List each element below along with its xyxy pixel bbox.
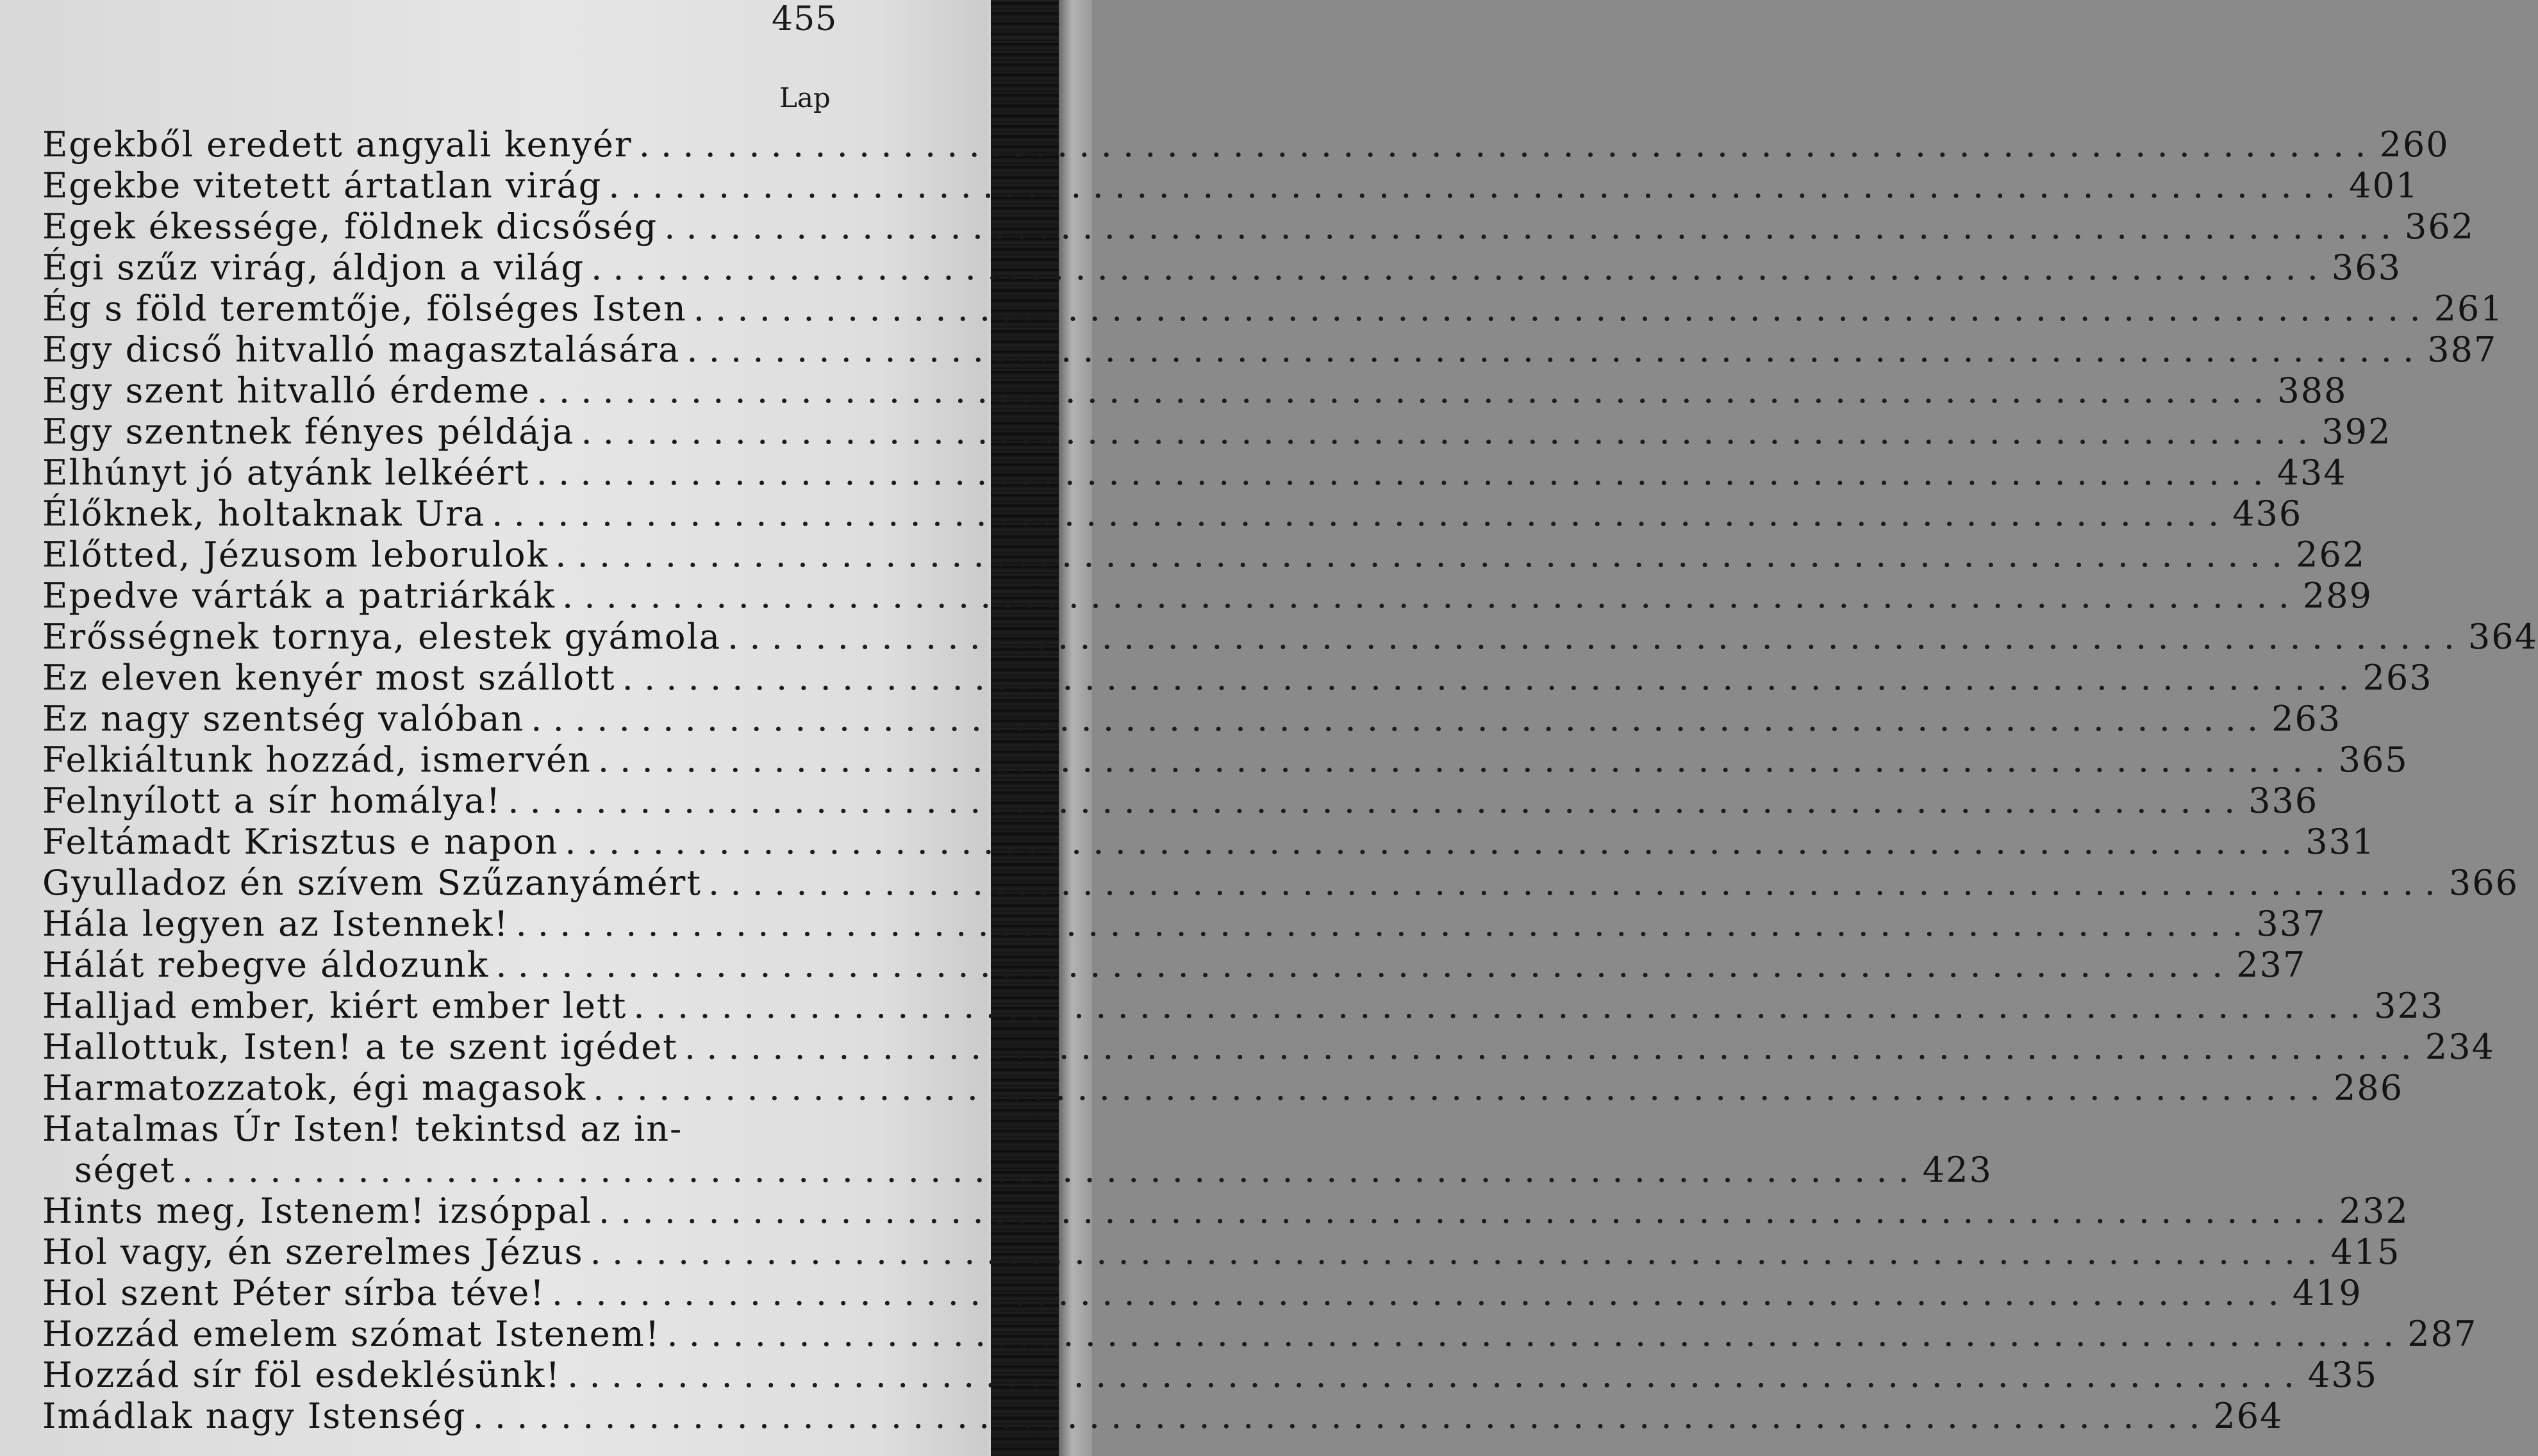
index-entry (42, 781, 2319, 822)
entry-page: 388 (2277, 370, 2348, 411)
entry-title: Élőknek, holtaknak Ura (42, 493, 486, 534)
index-entry (42, 1273, 2362, 1314)
index-entry (42, 1314, 2478, 1355)
index-entry (42, 1191, 2409, 1232)
index-entry (42, 904, 2326, 945)
entry-title: Gyulladoz én szívem Szűzanyámért (42, 863, 702, 903)
dot-leader (599, 1191, 2326, 1232)
entry-page: 364 (2468, 616, 2538, 657)
entry-page: 336 (2248, 781, 2319, 821)
index-entry (42, 1355, 2378, 1396)
entry-page: 434 (2277, 452, 2347, 493)
entry-title: Hozzád sír föl esdeklésünk! (42, 1355, 561, 1395)
dot-leader (508, 781, 2235, 822)
dot-leader (495, 945, 2223, 986)
index-entry (42, 288, 2504, 329)
entry-page: 337 (2256, 904, 2326, 944)
index-entry (42, 370, 2348, 411)
dot-leader (581, 411, 2308, 452)
dot-leader (693, 288, 2421, 329)
entry-page: 263 (2362, 658, 2433, 698)
index-entry (42, 575, 2373, 616)
index-entry (42, 1068, 2404, 1109)
entry-title: Ez nagy szentség valóban (42, 699, 525, 739)
entry-page: 287 (2407, 1314, 2478, 1354)
entry-title: Hol szent Péter sírba téve! (42, 1273, 545, 1313)
entry-title: Ég s föld teremtője, fölséges Isten (42, 288, 687, 329)
dot-leader (633, 986, 2360, 1027)
index-entry (42, 1396, 2284, 1437)
index-entry (42, 534, 2366, 575)
entry-page: 237 (2236, 945, 2307, 985)
dot-leader (567, 1355, 2294, 1396)
index-entry (42, 658, 2433, 699)
entry-title: Ez eleven kenyér most szállott (42, 658, 616, 698)
dot-leader (473, 1396, 2200, 1437)
entry-page: 387 (2427, 329, 2498, 370)
entry-page: 435 (2308, 1355, 2378, 1395)
entry-title: Egek ékessége, földnek dicsőség (42, 206, 658, 247)
entry-title: Hálát rebegve áldozunk (42, 945, 490, 985)
index-entry (42, 329, 2498, 370)
entry-title: Előtted, Jézusom leborulok (42, 534, 549, 575)
index-entry (42, 452, 2347, 493)
entry-page: 323 (2374, 986, 2444, 1026)
dot-leader (590, 1232, 2318, 1273)
entry-title: Harmatozzatok, égi magasok (42, 1068, 587, 1108)
entry-title: Imádlak nagy Istenség (42, 1396, 467, 1436)
entry-title: Feltámadt Krisztus e napon (42, 822, 559, 862)
entry-title: Hints meg, Istenem! izsóppal (42, 1191, 592, 1231)
dot-leader (182, 1150, 1909, 1191)
entry-page: 232 (2339, 1191, 2409, 1231)
dot-leader (555, 534, 2282, 575)
index-entry (42, 822, 2376, 863)
dot-leader (516, 904, 2243, 945)
entry-page: 263 (2271, 699, 2342, 739)
dot-leader (727, 616, 2455, 658)
index-entry (42, 1109, 843, 1150)
dot-leader (492, 493, 2219, 534)
entry-page: 234 (2425, 1027, 2495, 1067)
index-entry-continuation (42, 1150, 1993, 1191)
dot-leader (708, 863, 2435, 904)
entry-page: 262 (2296, 534, 2366, 575)
entry-title: Halljad ember, kiért ember lett (42, 986, 627, 1026)
entry-title: Hol vagy, én szerelmes Jézus (42, 1232, 584, 1272)
entry-title: Hatalmas Úr Isten! tekintsd az in- (42, 1109, 683, 1149)
entry-title: Egy dicső hitvalló magasztalására (42, 329, 681, 370)
entry-page: 363 (2331, 247, 2401, 288)
index-entry (42, 411, 2392, 452)
dot-leader (591, 247, 2318, 288)
dot-leader (608, 165, 2335, 206)
index-entry (42, 616, 2538, 658)
entry-page: 362 (2405, 206, 2475, 247)
dot-leader (598, 740, 2325, 781)
entry-page: 261 (2434, 288, 2504, 329)
index-entry (42, 1027, 2495, 1068)
entry-page: 419 (2292, 1273, 2362, 1313)
entry-page: 392 (2321, 411, 2392, 452)
index-entry (42, 740, 2409, 781)
entry-title: Egy szentnek fényes példája (42, 411, 575, 452)
index-entry (42, 493, 2303, 534)
dot-leader (552, 1273, 2279, 1314)
page-column-label: Lap (779, 82, 831, 113)
index-entry (42, 986, 2444, 1027)
index-entry (42, 863, 2519, 904)
dot-leader (684, 1027, 2412, 1068)
entry-page: 331 (2305, 822, 2376, 862)
index-list (42, 124, 2538, 1437)
entry-title: séget (74, 1150, 176, 1190)
dot-leader (686, 329, 2414, 370)
index-entry (42, 945, 2307, 986)
index-entry (42, 165, 2419, 206)
dot-leader (537, 370, 2264, 411)
dot-leader (664, 206, 2391, 247)
entry-page: 289 (2302, 575, 2373, 616)
entry-page: 365 (2338, 740, 2409, 780)
dot-leader (565, 822, 2292, 863)
dot-leader (622, 658, 2350, 699)
dot-leader (593, 1068, 2320, 1109)
entry-page: 423 (1922, 1150, 1993, 1190)
entry-page: 436 (2232, 493, 2303, 534)
entry-title: Hallottuk, Isten! a te szent igédet (42, 1027, 678, 1067)
entry-title: Erősségnek tornya, elestek gyámola (42, 616, 722, 657)
index-entry (42, 124, 2450, 165)
entry-title: Felkiáltunk hozzád, ismervén (42, 740, 592, 780)
entry-title: Egekből eredett angyali kenyér (42, 124, 633, 165)
entry-title: Egekbe vitetett ártatlan virág (42, 165, 602, 206)
dot-leader (667, 1314, 2394, 1355)
page-number: 455 (772, 0, 838, 38)
entry-page: 264 (2213, 1396, 2284, 1436)
entry-title: Hozzád emelem szómat Istenem! (42, 1314, 661, 1354)
dot-leader (639, 124, 2366, 165)
entry-title: Felnyílott a sír homálya! (42, 781, 502, 821)
entry-page: 415 (2330, 1232, 2401, 1272)
entry-page: 260 (2379, 124, 2450, 165)
index-entry (42, 1232, 2401, 1273)
dot-leader (536, 452, 2264, 493)
index-entry (42, 699, 2342, 740)
index-entry (42, 206, 2475, 247)
entry-page: 366 (2448, 863, 2519, 903)
entry-title: Egy szent hitvalló érdeme (42, 370, 531, 411)
index-entry (42, 247, 2401, 288)
entry-title: Epedve várták a patriárkák (42, 575, 556, 616)
entry-title: Égi szűz virág, áldjon a világ (42, 247, 585, 288)
entry-title: Hála legyen az Istennek! (42, 904, 510, 944)
entry-title: Elhúnyt jó atyánk lelkéért (42, 452, 530, 493)
dot-leader (562, 575, 2289, 616)
entry-page: 401 (2349, 165, 2419, 206)
dot-leader (531, 699, 2258, 740)
entry-page: 286 (2333, 1068, 2404, 1108)
